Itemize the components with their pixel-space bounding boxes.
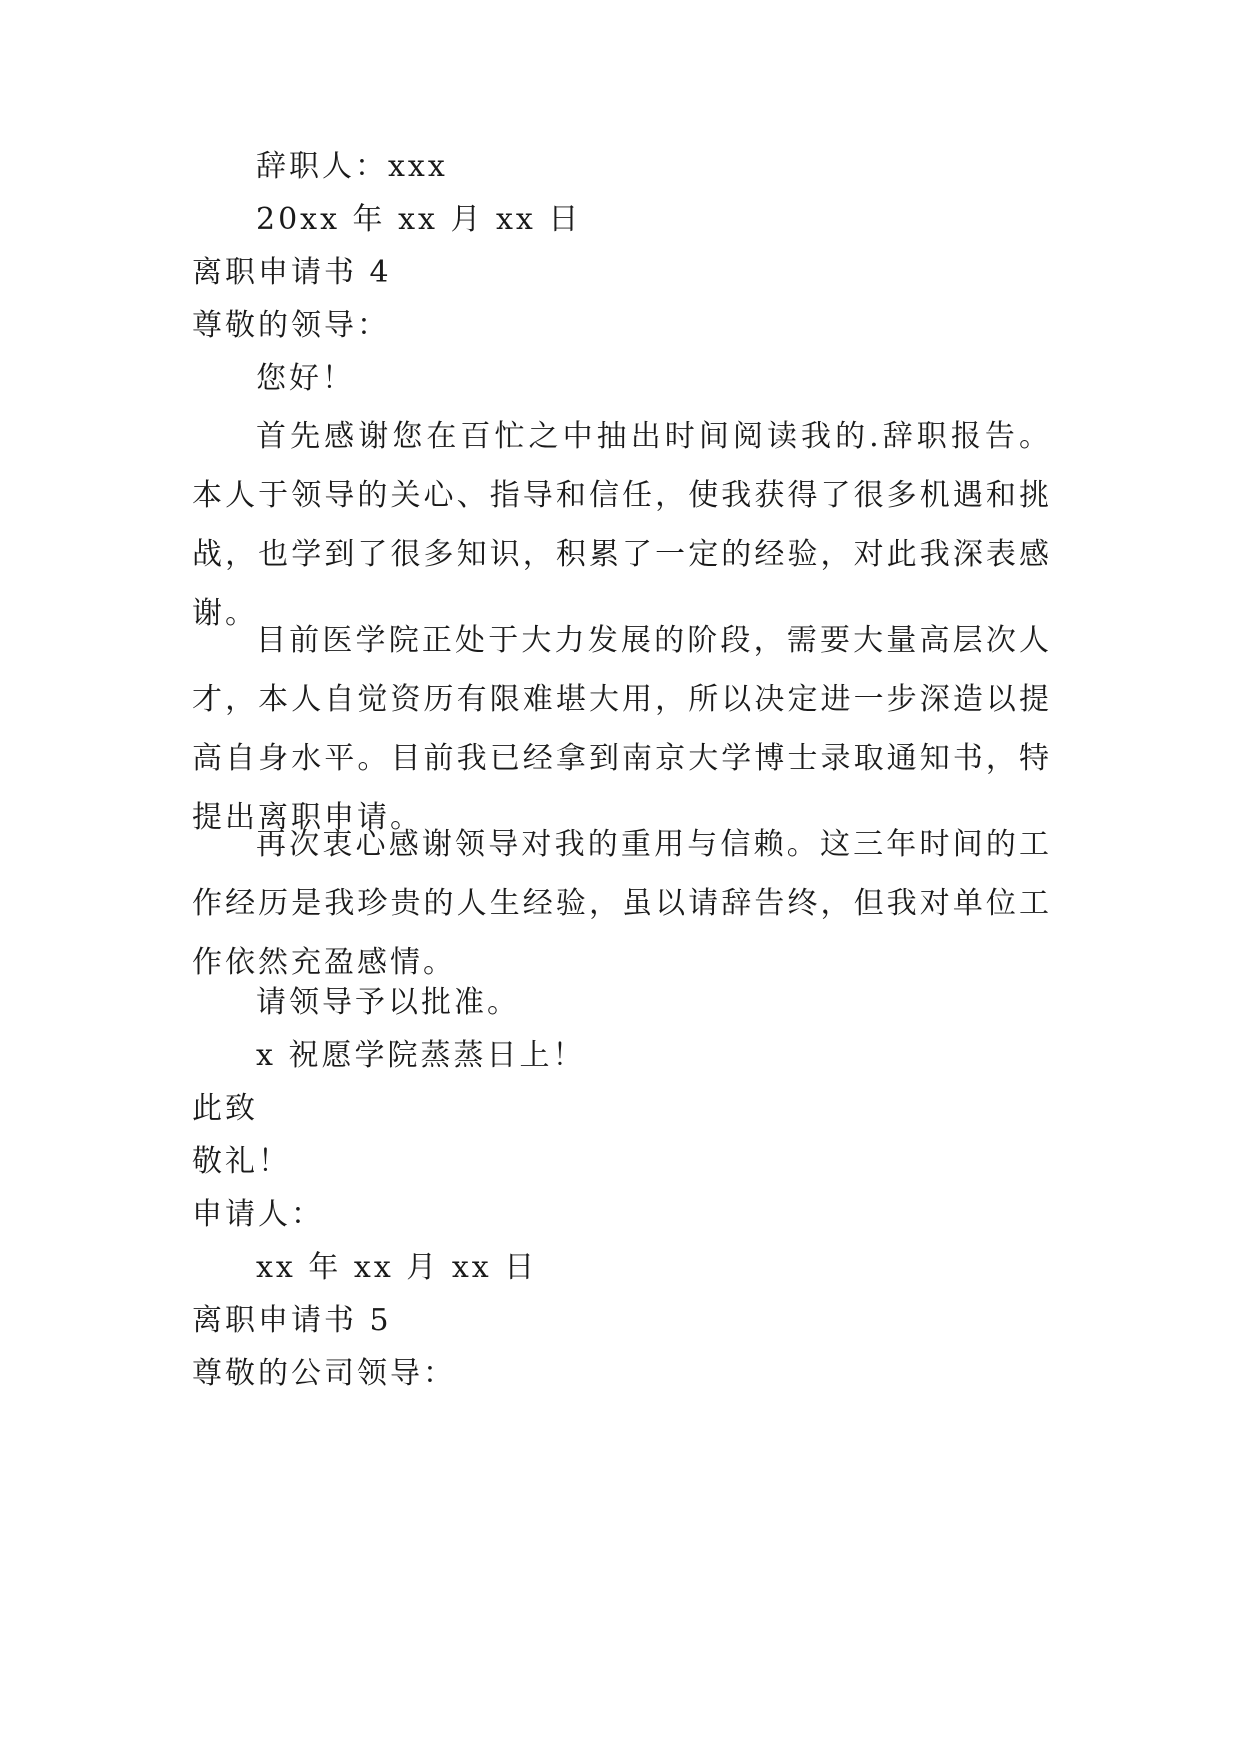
section-title-5: 离职申请书 5 <box>192 1303 392 1338</box>
date-line-2: xx 年 xx 月 xx 日 <box>256 1250 538 1285</box>
salutation: 尊敬的领导： <box>192 308 390 343</box>
resigner-line: 辞职人：xxx <box>256 149 448 184</box>
cizhi-line: 此致 <box>192 1091 258 1126</box>
applicant-line: 申请人： <box>192 1197 324 1232</box>
paragraph-reason: 目前医学院正处于大力发展的阶段，需要大量高层次人才，本人自觉资历有限难堪大用，所以决定进一步深造以提高自身水平。目前我已经拿到南京大学博士录取通知书，特提出离职申请。 <box>192 623 1052 835</box>
jingli-line: 敬礼！ <box>192 1144 291 1179</box>
section-title-4: 离职申请书 4 <box>192 255 392 290</box>
paragraph-gratitude: 再次衷心感谢领导对我的重用与信赖。这三年时间的工作经历是我珍贵的人生经验，虽以请辞告终，但我对单位工作依然充盈感情。 <box>192 827 1052 980</box>
paragraph-thanks: 首先感谢您在百忙之中抽出时间阅读我的.辞职报告。本人于领导的关心、指导和信任，使我获得了很多机遇和挑战，也学到了很多知识，积累了一定的经验，对此我深表感谢。 <box>192 419 1052 631</box>
closing-request: 请领导予以批准。 <box>256 985 520 1020</box>
wish-line: x 祝愿学院蒸蒸日上！ <box>256 1038 586 1073</box>
salutation-5: 尊敬的公司领导： <box>192 1356 456 1391</box>
greeting: 您好！ <box>256 361 355 396</box>
date-line: 20xx 年 xx 月 xx 日 <box>256 202 582 237</box>
